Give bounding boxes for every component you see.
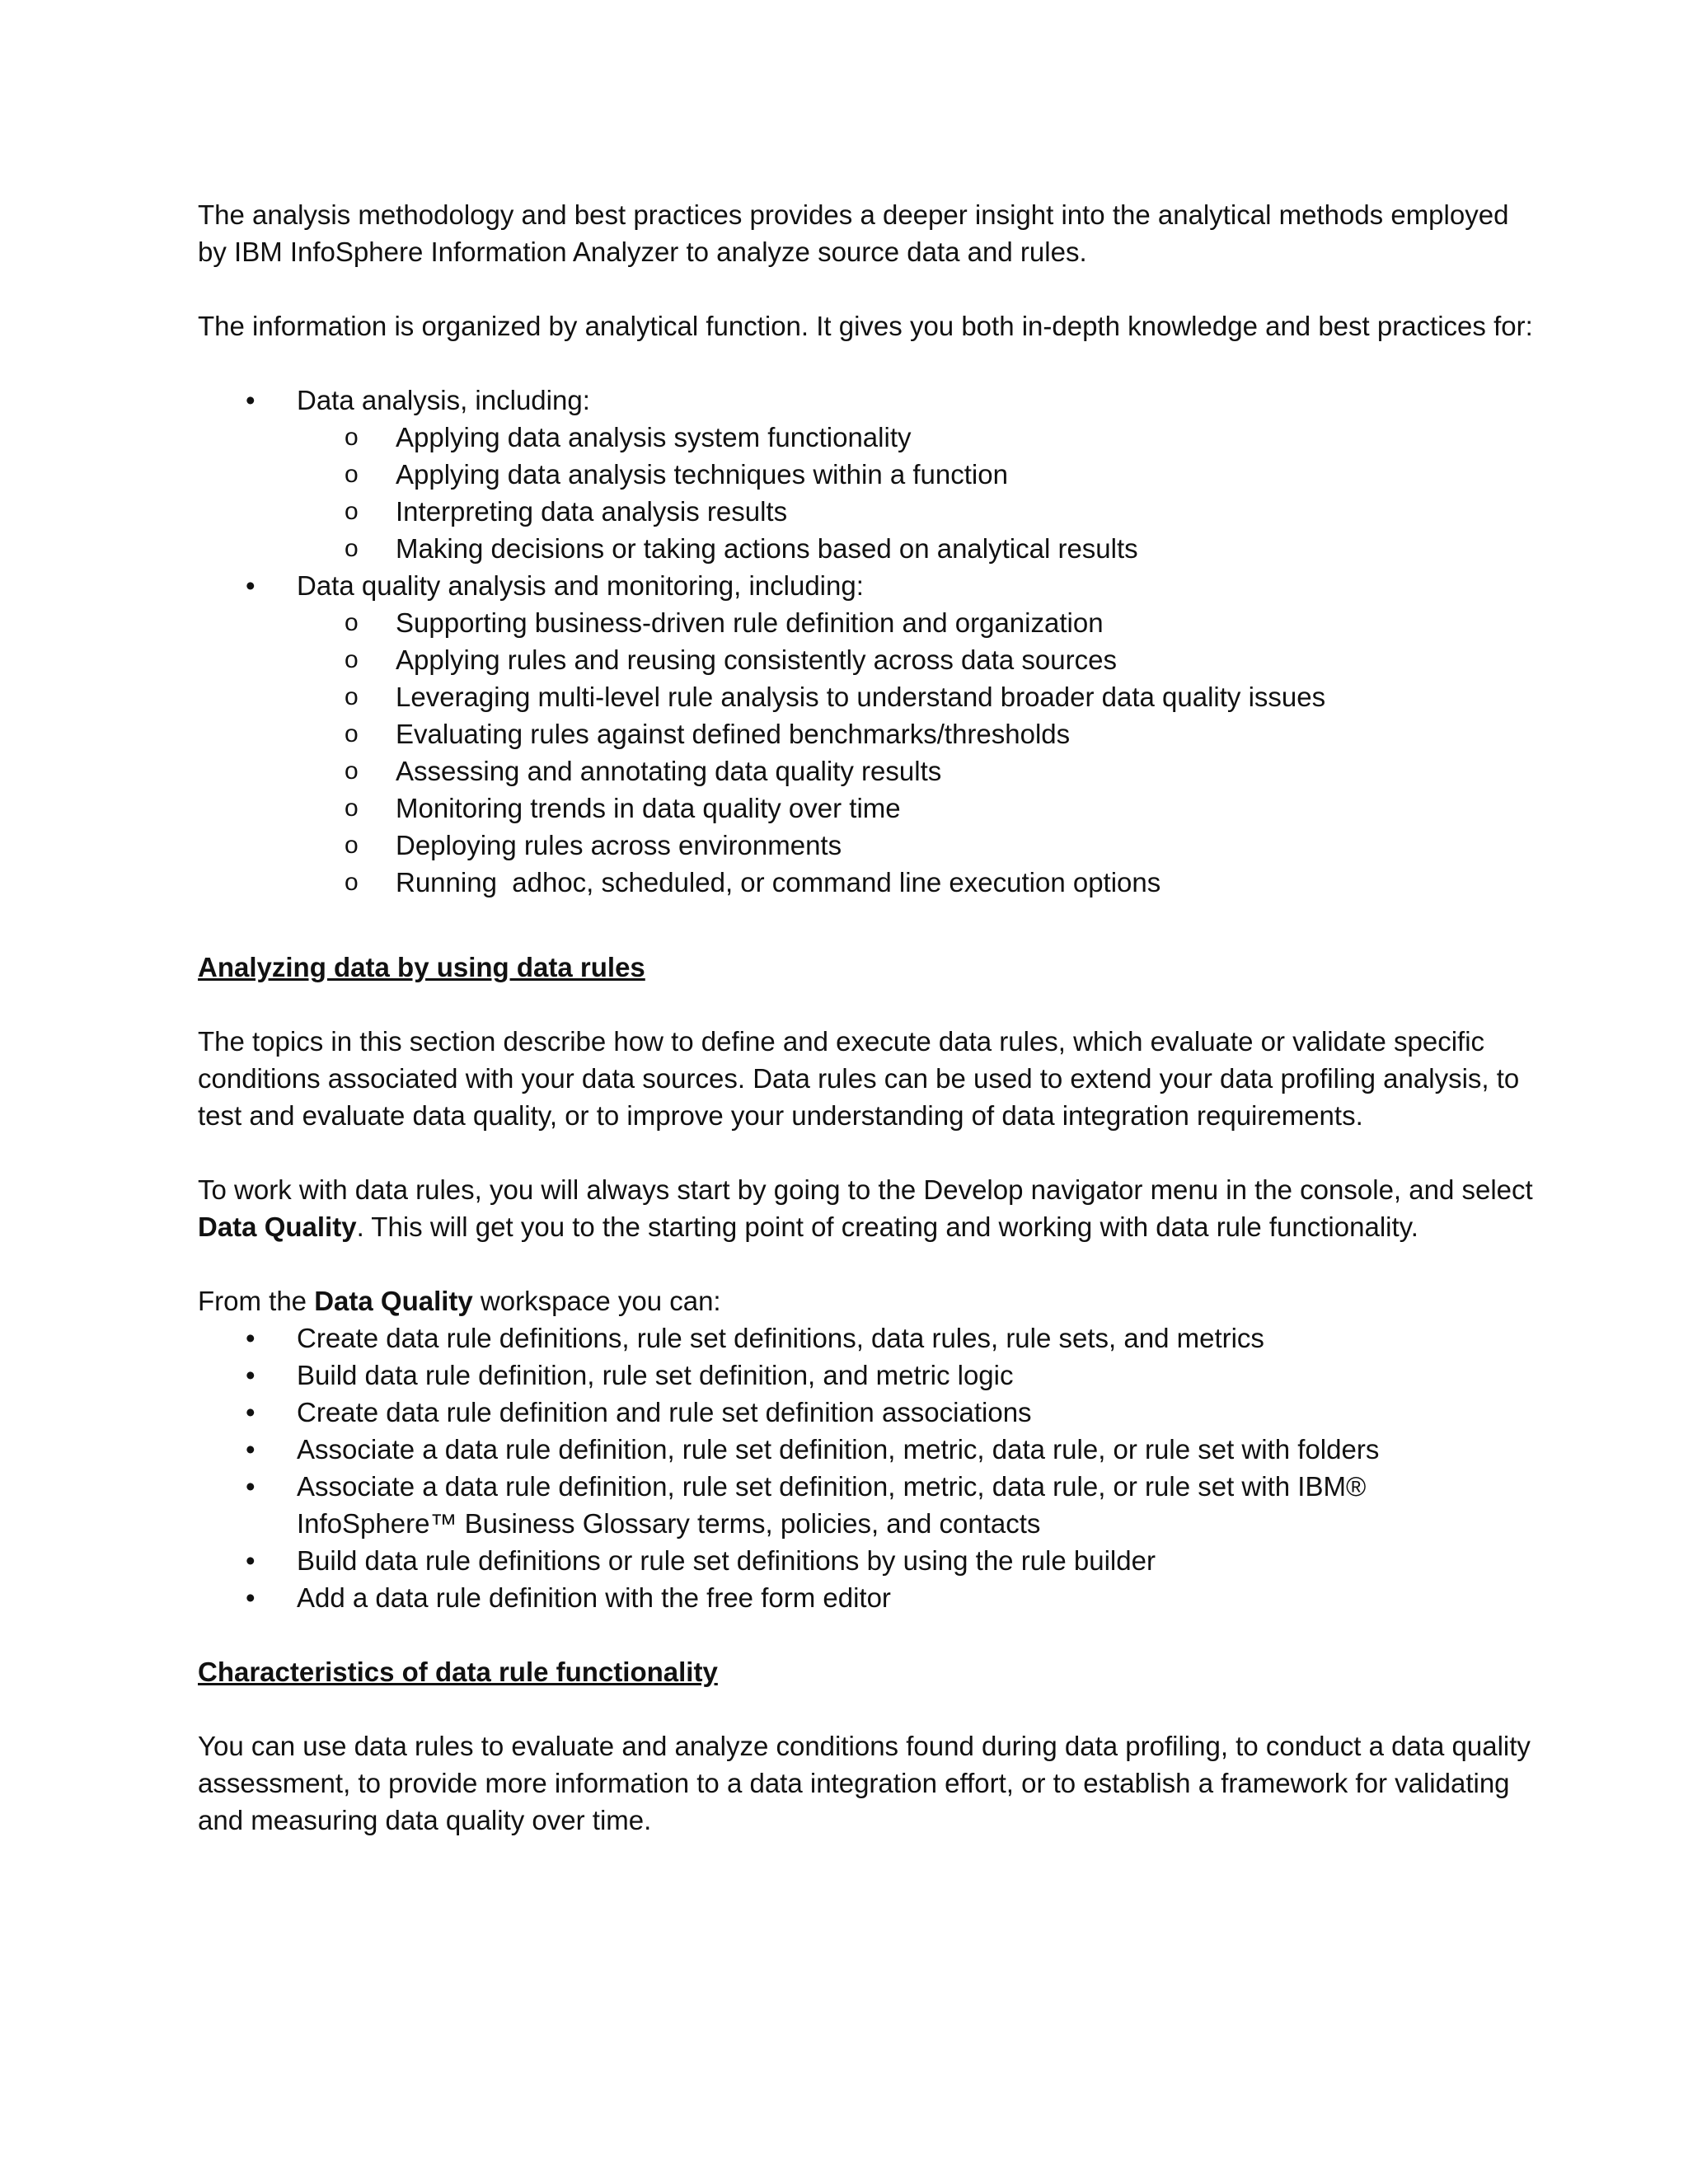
circle-bullet-icon: o	[345, 869, 359, 896]
list-item-label: Create data rule definitions, rule set definitions, data rules, rule sets, and metrics	[297, 1323, 1264, 1353]
list-item	[198, 1542, 1533, 1579]
list-item	[198, 1357, 1533, 1394]
list-item-label: Applying data analysis techniques within a function	[396, 459, 1008, 490]
bullet-icon: •	[246, 1323, 256, 1353]
section-heading: Analyzing data by using data rules	[198, 952, 645, 982]
list-item-label: Making decisions or taking actions based on analytical results	[396, 533, 1138, 564]
spacer	[198, 901, 1533, 949]
intro-paragraph-2: The information is organized by analytical function. It gives you both in-depth knowledge and best practices for:	[198, 311, 1533, 341]
circle-bullet-icon: o	[345, 794, 359, 822]
circle-bullet-icon: o	[345, 646, 359, 673]
list-item-label: Data analysis, including:	[297, 385, 590, 415]
bullet-icon: •	[246, 570, 256, 601]
text-run: . This will get you to the starting point of creating and working with data rule functionality.	[356, 1212, 1418, 1242]
spacer	[198, 1616, 1533, 1653]
spacer	[198, 1690, 1533, 1727]
list-item-label: Monitoring trends in data quality over time	[396, 793, 901, 823]
spacer	[198, 344, 1533, 382]
list-item	[198, 1579, 1533, 1616]
list-item	[198, 1431, 1533, 1468]
circle-bullet-icon: o	[345, 535, 359, 562]
list-item-label: Supporting business-driven rule definition and organization	[396, 607, 1104, 638]
section1-paragraph-1: The topics in this section describe how to define and execute data rules, which evaluate or validate specific conditions associated with your data sources. Data rules can be used to extend your data profiling analysis, to test and evaluate data quality, or to improve your understanding of data integration requirements.	[198, 1026, 1520, 1131]
list-item-label: Running adhoc, scheduled, or command line execution options	[396, 867, 1161, 898]
list-item-label: Add a data rule definition with the free form editor	[297, 1582, 891, 1613]
section2-paragraph-1: You can use data rules to evaluate and analyze conditions found during data profiling, to conduct a data quality assessment, to provide more information to a data integration effort, or to establish a framework for validating and measuring data quality over time.	[198, 1731, 1531, 1835]
list-item	[297, 715, 1533, 752]
spacer	[198, 1245, 1533, 1282]
list-item	[297, 604, 1533, 641]
list-item-label: Applying data analysis system functionality	[396, 422, 912, 452]
list-item	[297, 790, 1533, 827]
spacer	[198, 1134, 1533, 1171]
list-item	[198, 1468, 1533, 1542]
bullet-icon: •	[246, 1471, 256, 1502]
text-run: workspace you can:	[472, 1286, 721, 1316]
list-item	[198, 567, 1533, 901]
list-item-label: Data quality analysis and monitoring, including:	[297, 570, 864, 601]
bullet-icon: •	[246, 1360, 256, 1390]
list-item	[297, 864, 1533, 901]
bullet-icon: •	[246, 1434, 256, 1465]
list-item	[297, 678, 1533, 715]
list-item-label: Build data rule definition, rule set definition, and metric logic	[297, 1360, 1014, 1390]
text-run: To work with data rules, you will always start by going to the Develop navigator menu in the console, and select	[198, 1174, 1533, 1205]
practices-list	[198, 382, 1533, 901]
list-item-label: Create data rule definition and rule set definition associations	[297, 1397, 1032, 1427]
bold-term: Data Quality	[314, 1286, 473, 1316]
list-item-label: Assessing and annotating data quality results	[396, 756, 942, 786]
list-item-label: Applying rules and reusing consistently across data sources	[396, 644, 1117, 675]
list-item	[198, 1319, 1533, 1357]
list-item	[297, 419, 1533, 456]
circle-bullet-icon: o	[345, 609, 359, 636]
list-item-label: Build data rule definitions or rule set definitions by using the rule builder	[297, 1545, 1156, 1576]
text-run: From the	[198, 1286, 315, 1316]
spacer	[198, 270, 1533, 307]
circle-bullet-icon: o	[345, 498, 359, 525]
workspace-list	[198, 1319, 1533, 1616]
circle-bullet-icon: o	[345, 720, 359, 748]
list-item	[198, 382, 1533, 567]
section1-paragraph-3	[198, 1282, 1533, 1319]
list-item	[198, 1394, 1533, 1431]
list-item-label: Interpreting data analysis results	[396, 496, 788, 527]
bold-term: Data Quality	[198, 1212, 357, 1242]
circle-bullet-icon: o	[345, 757, 359, 785]
list-item	[297, 641, 1533, 678]
circle-bullet-icon: o	[345, 424, 359, 451]
list-item-label: Associate a data rule definition, rule set definition, metric, data rule, or rule set with IBM® InfoSphere™ Business Glossary terms, policies, and contacts	[297, 1471, 1367, 1539]
bullet-icon: •	[246, 1545, 256, 1576]
list-item-label: Associate a data rule definition, rule set definition, metric, data rule, or rule set with folders	[297, 1434, 1380, 1465]
list-item-label: Leveraging multi-level rule analysis to understand broader data quality issues	[396, 682, 1326, 712]
section-heading: Characteristics of data rule functionality	[198, 1657, 718, 1687]
sub-list	[297, 604, 1533, 901]
sub-list	[297, 419, 1533, 567]
list-item	[297, 530, 1533, 567]
document-page	[198, 196, 1533, 1839]
circle-bullet-icon: o	[345, 832, 359, 859]
list-item	[297, 827, 1533, 864]
intro-paragraph-1: The analysis methodology and best practices provides a deeper insight into the analytical methods employed by IBM InfoSphere Information Analyzer to analyze source data and rules.	[198, 199, 1509, 267]
bullet-icon: •	[246, 1397, 256, 1427]
spacer	[198, 986, 1533, 1023]
list-item	[297, 752, 1533, 790]
list-item	[297, 493, 1533, 530]
bullet-icon: •	[246, 385, 256, 415]
list-item-label: Evaluating rules against defined benchmarks/thresholds	[396, 719, 1071, 749]
bullet-icon: •	[246, 1582, 256, 1613]
section1-paragraph-2	[198, 1171, 1533, 1245]
circle-bullet-icon: o	[345, 683, 359, 710]
list-item-label: Deploying rules across environments	[396, 830, 842, 860]
list-item	[297, 456, 1533, 493]
circle-bullet-icon: o	[345, 461, 359, 488]
